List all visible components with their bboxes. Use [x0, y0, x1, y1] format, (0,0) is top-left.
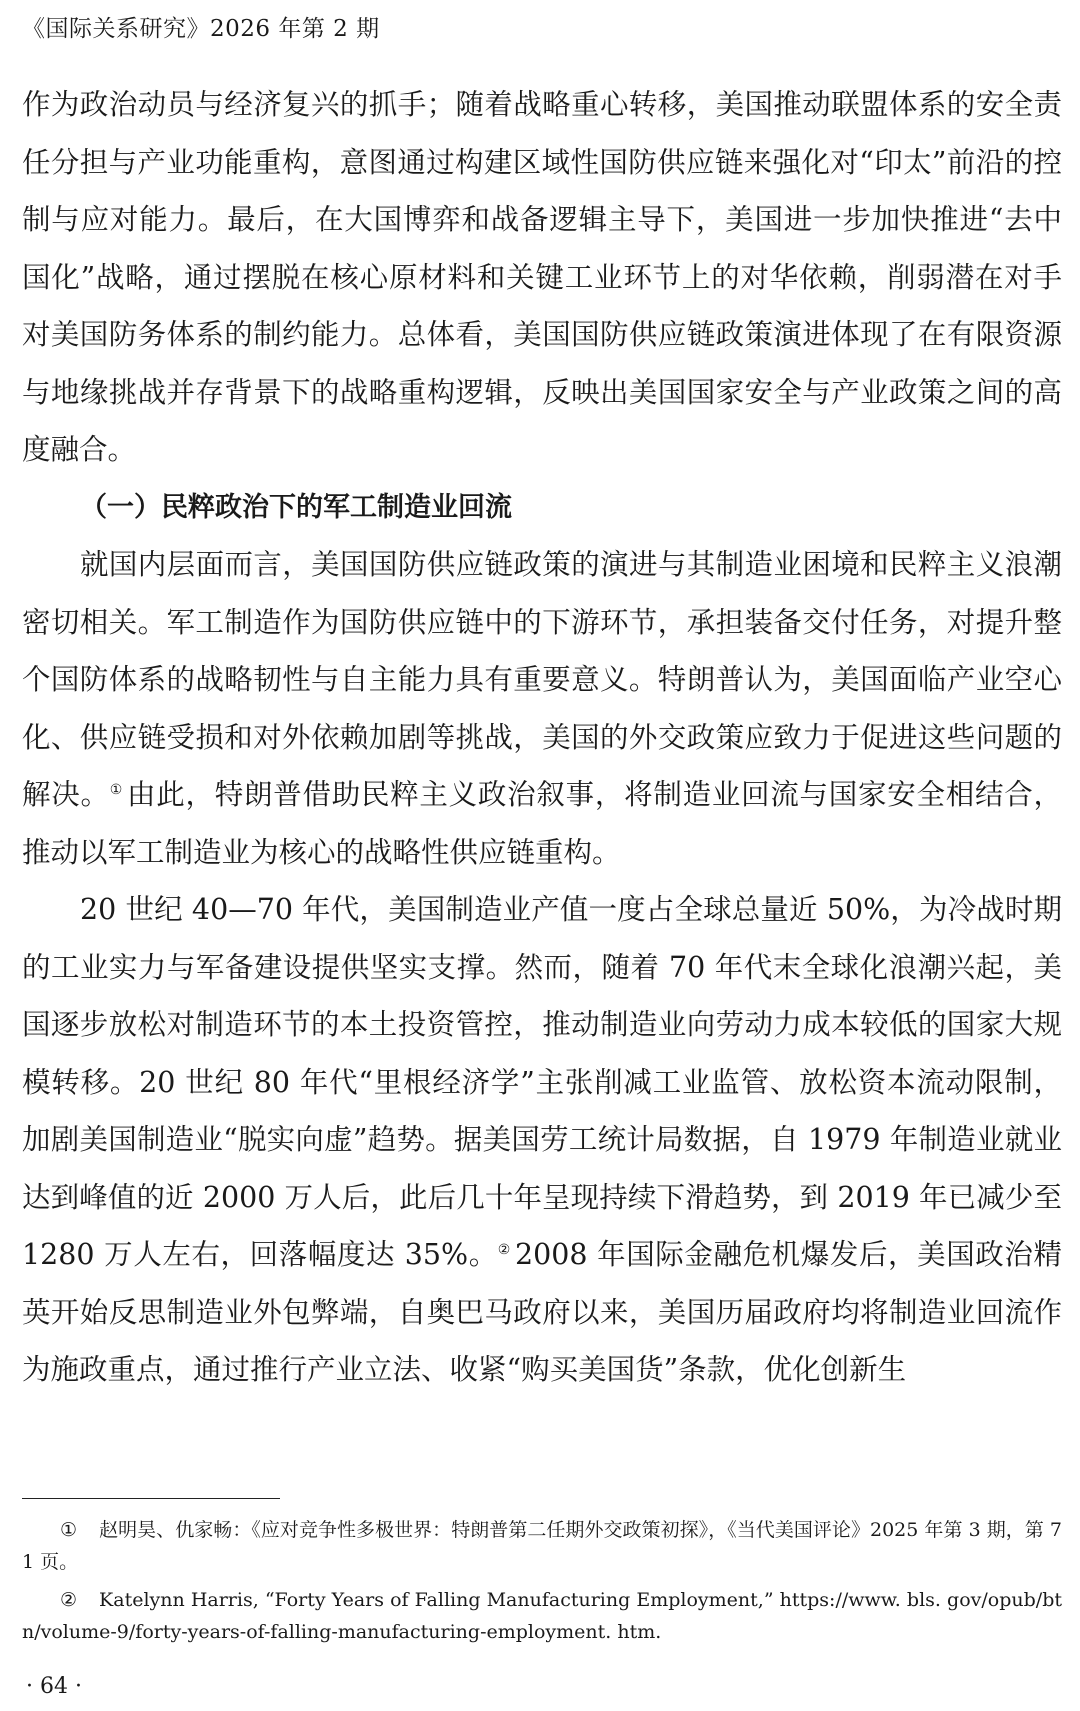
section-heading: （一）民粹政治下的军工制造业回流: [80, 491, 512, 523]
footnote-mark: ①: [60, 1519, 78, 1541]
paragraph-manufacturing-history: [22, 881, 1062, 1399]
running-head: 《国际关系研究》2026 年第 2 期: [22, 16, 380, 42]
paragraph-continuation: 作为政治动员与经济复兴的抓手；随着战略重心转移，美国推动联盟体系的安全责任分担与产业功能重构，意图通过构建区域性国防供应链来强化对“印太”前沿的控制与应对能力。最后，在大国博弈和战备逻辑主导下，美国进一步加快推进“去中国化”战略，通过摆脱在核心原材料和关键工业环节上的对华依赖，削弱潜在对手对美国防务体系的制约能力。总体看，美国国防供应链政策演进体现了在有限资源与地缘挑战并存背景下的战略重构逻辑，反映出美国国家安全与产业政策之间的高度融合。: [22, 88, 1062, 466]
footnotes: [22, 1514, 1062, 1654]
footnote-ref-2[interactable]: ②: [497, 1242, 511, 1258]
footnote-2: [22, 1584, 1062, 1648]
paragraph-text: 就国内层面而言，美国国防供应链政策的演进与其制造业困境和民粹主义浪潮密切相关。军工制造作为国防供应链中的下游环节，承担装备交付任务，对提升整个国防体系的战略韧性与自主能力具有重要意义。特朗普认为，美国面临产业空心化、供应链受损和对外依赖加剧等挑战，美国的外交政策应致力于促进这些问题的解决。: [22, 548, 1062, 811]
footnote-ref-1[interactable]: ①: [109, 782, 124, 798]
footnote-divider: [22, 1498, 280, 1499]
paragraph-text: 2008 年国际金融危机爆发后，美国政治精英开始反思制造业外包弊端，自奥巴马政府以来，美国历届政府均将制造业回流作为施政重点，通过推行产业立法、收紧“购买美国货”条款，优化创新生: [22, 1238, 1062, 1386]
article-body: [22, 76, 1062, 1399]
footnote-1: [22, 1514, 1062, 1578]
footnote-text: Katelynn Harris, “Forty Years of Falling Manufacturing Employment,” https://www. bls. gov/opub/btn/volume-9/forty-years-of-falling-manufacturing-employment. htm.: [22, 1589, 1062, 1643]
paragraph-text: 由此，特朗普借助民粹主义政治叙事，将制造业回流与国家安全相结合，推动以军工制造业为核心的战略性供应链重构。: [22, 778, 1062, 869]
paragraph-text: 20 世纪 40—70 年代，美国制造业产值一度占全球总量近 50%，为冷战时期的工业实力与军备建设提供坚实支撑。然而，随着 70 年代末全球化浪潮兴起，美国逐步放松对制造环节的本土投资管控，推动制造业向劳动力成本较低的国家大规模转移。20 世纪 80 年代“里根经济学”主张削减工业监管、放松资本流动限制，加剧美国制造业“脱实向虚”趋势。据美国劳工统计局数据，自 1979 年制造业就业达到峰值的近 2000 万人后，此后几十年呈现持续下滑趋势，到 2019 年已减少至 1280 万人左右，回落幅度达 35%。: [22, 893, 1062, 1271]
footnote-mark: ②: [60, 1589, 78, 1611]
page-number: · 64 ·: [26, 1674, 82, 1699]
paragraph-domestic-level: [22, 536, 1062, 881]
footnote-text: 赵明昊、仇家畅：《应对竞争性多极世界：特朗普第二任期外交政策初探》，《当代美国评论》2025 年第 3 期，第 71 页。: [22, 1519, 1062, 1573]
